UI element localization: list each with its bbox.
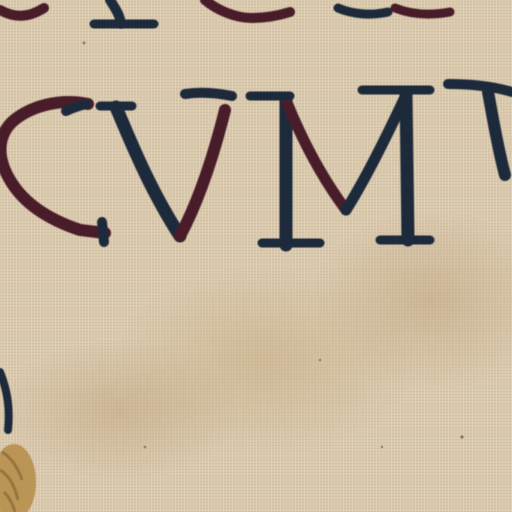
top-fragment-letter: I	[120, 26, 121, 27]
main-letter-sequence: CVMI	[5, 245, 8, 246]
fabric-stain	[0, 340, 240, 480]
